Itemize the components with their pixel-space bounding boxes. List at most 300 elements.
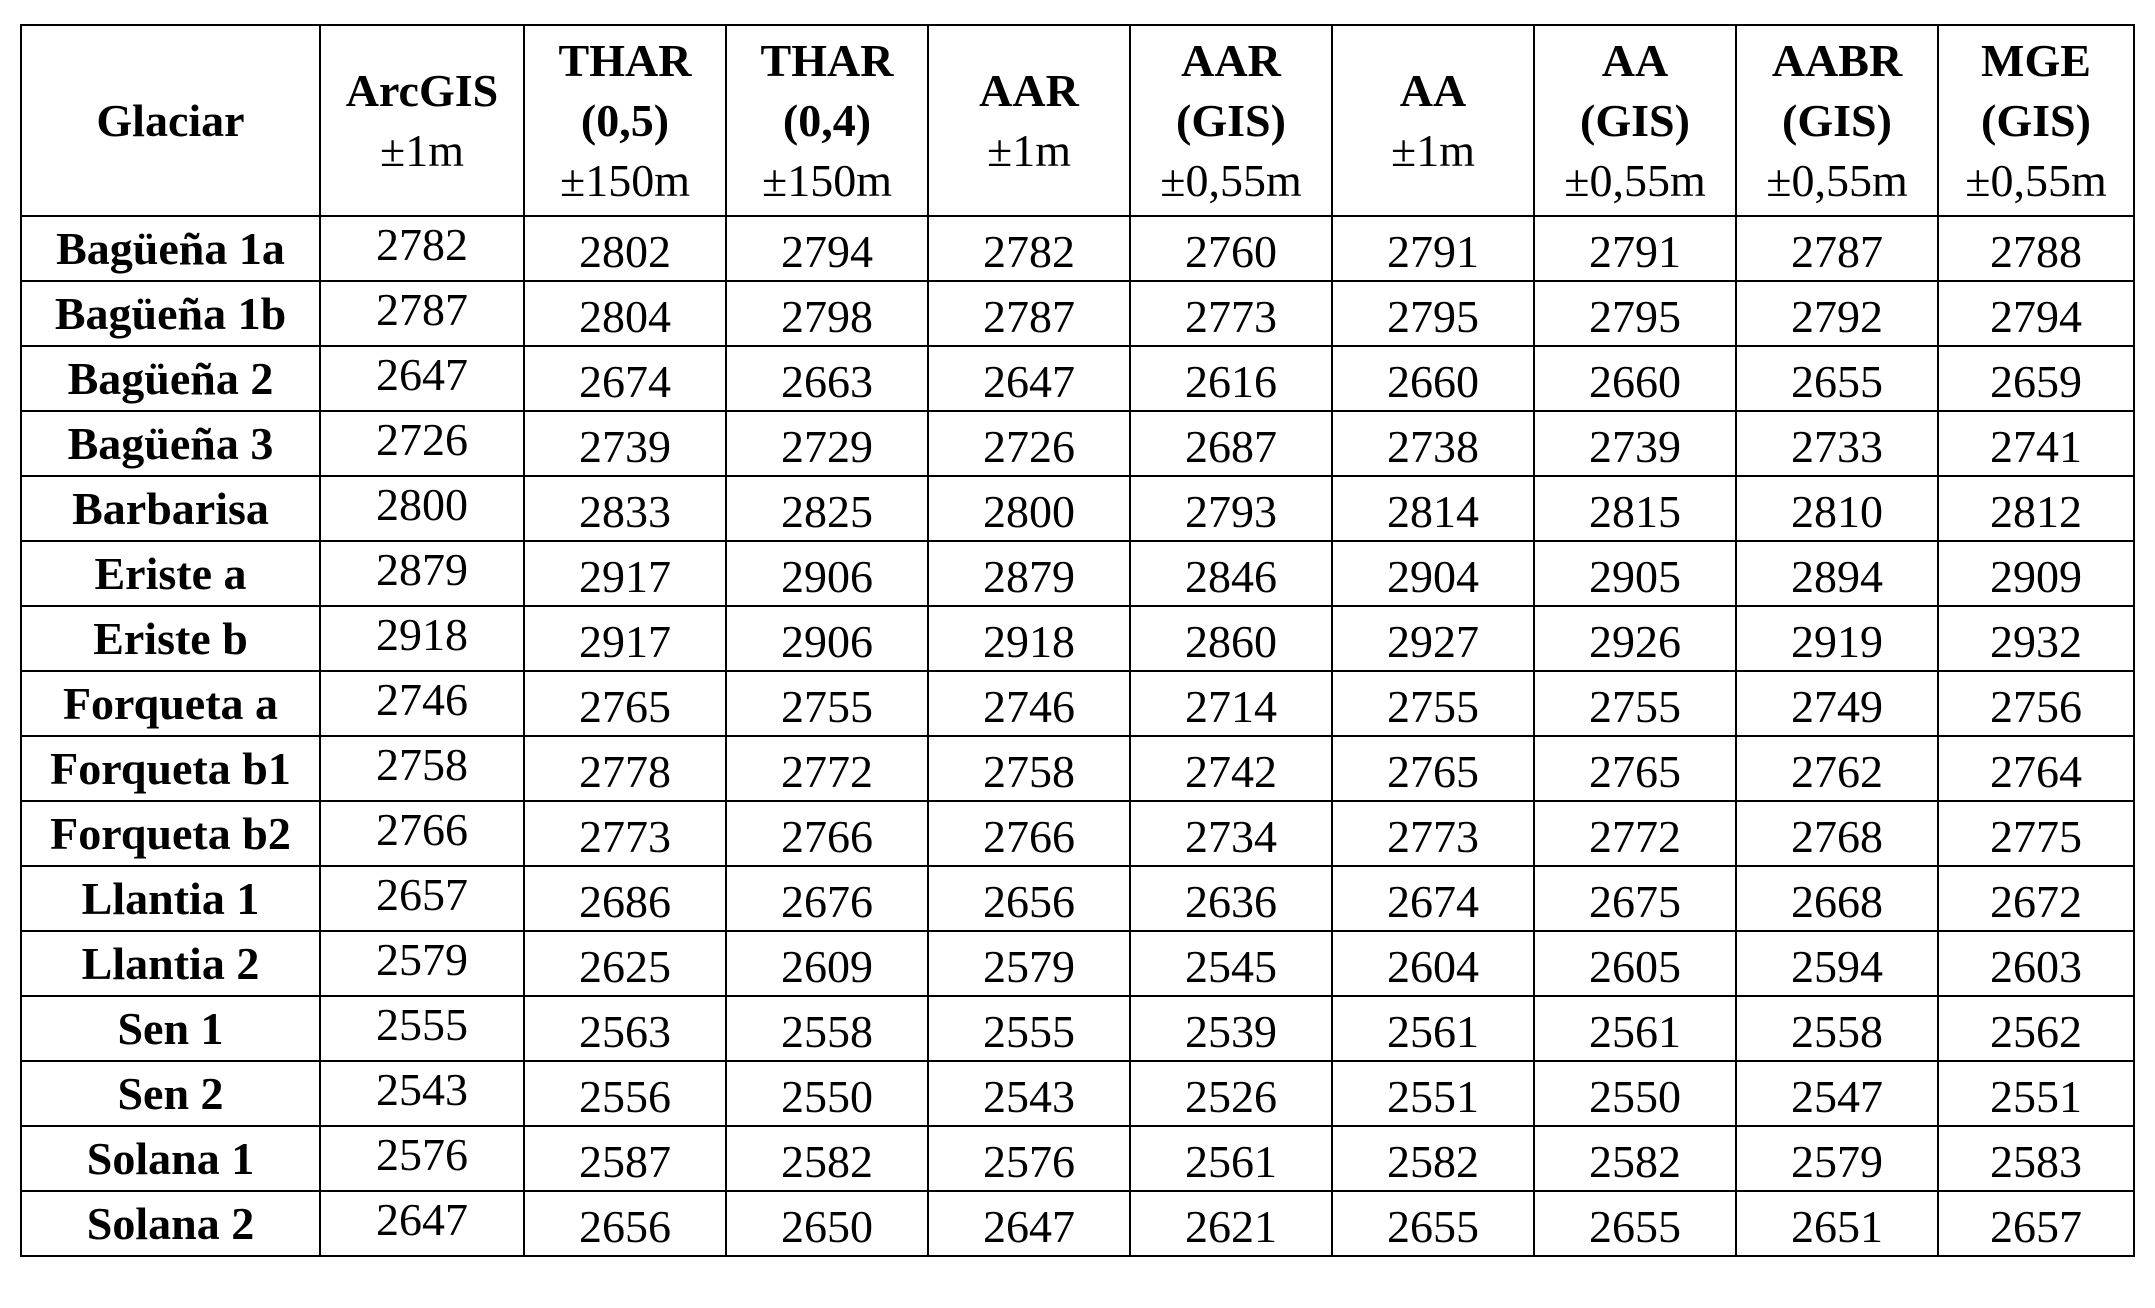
cell-value: 2647: [376, 1193, 468, 1245]
value-cell: [1332, 216, 1534, 281]
column-header: [726, 25, 928, 216]
cell-value: 2906: [781, 615, 873, 667]
value-cell: [1130, 1061, 1332, 1126]
glacier-name-cell: Bagüeña 3: [21, 411, 320, 476]
value-cell: [726, 931, 928, 996]
cell-value: 2919: [1791, 615, 1883, 667]
cell-value: 2738: [1387, 420, 1479, 472]
value-cell: [1130, 541, 1332, 606]
value-cell: [1736, 801, 1938, 866]
column-header: [320, 25, 524, 216]
column-header-unit: ±150m: [761, 154, 893, 206]
value-cell: [726, 671, 928, 736]
value-cell: [726, 996, 928, 1061]
value-cell: [1938, 866, 2134, 931]
value-cell: [1130, 671, 1332, 736]
table-row: [21, 541, 2134, 606]
column-header-label: Glaciar: [96, 94, 245, 146]
cell-value: 2756: [1990, 680, 2082, 732]
cell-value: 2766: [781, 810, 873, 862]
value-cell: [928, 281, 1130, 346]
value-cell: [524, 1191, 726, 1256]
cell-value: 2594: [1791, 940, 1883, 992]
cell-value: 2603: [1990, 940, 2082, 992]
cell-value: 2651: [1791, 1200, 1883, 1252]
column-header-label: (0,5): [580, 94, 670, 146]
column-header-label: AA: [1601, 34, 1669, 86]
cell-value: 2579: [1791, 1135, 1883, 1187]
cell-value: 2749: [1791, 680, 1883, 732]
glacier-name-cell: Sen 2: [21, 1061, 320, 1126]
cell-value: 2906: [781, 550, 873, 602]
column-header-unit: ±1m: [379, 124, 465, 176]
cell-value: 2726: [983, 420, 1075, 472]
cell-value: 2918: [983, 615, 1075, 667]
cell-value: 2576: [376, 1128, 468, 1180]
cell-value: 2775: [1990, 810, 2082, 862]
cell-value: 2582: [1387, 1135, 1479, 1187]
cell-value: 2558: [1791, 1005, 1883, 1057]
value-cell: [1534, 476, 1736, 541]
cell-value: 2587: [579, 1135, 671, 1187]
value-cell: [1736, 996, 1938, 1061]
value-cell: [1938, 216, 2134, 281]
table-body: [21, 216, 2134, 1256]
cell-value: 2734: [1185, 810, 1277, 862]
value-cell: [320, 736, 524, 801]
cell-value: 2815: [1589, 485, 1681, 537]
cell-value: 2787: [1791, 225, 1883, 277]
value-cell: [1938, 671, 2134, 736]
cell-value: 2905: [1589, 550, 1681, 602]
value-cell: [1938, 346, 2134, 411]
cell-value: 2788: [1990, 225, 2082, 277]
cell-value: 2746: [983, 680, 1075, 732]
value-cell: [1736, 671, 1938, 736]
cell-value: 2733: [1791, 420, 1883, 472]
column-header-unit: ±0,55m: [1564, 154, 1706, 206]
cell-value: 2616: [1185, 355, 1277, 407]
value-cell: [726, 541, 928, 606]
cell-value: 2582: [1589, 1135, 1681, 1187]
value-cell: [524, 801, 726, 866]
value-cell: [928, 1061, 1130, 1126]
value-cell: [1332, 606, 1534, 671]
cell-value: 2583: [1990, 1135, 2082, 1187]
table-row: [21, 866, 2134, 931]
glacier-name-cell: Barbarisa: [21, 476, 320, 541]
cell-value: 2760: [1185, 225, 1277, 277]
cell-value: 2526: [1185, 1070, 1277, 1122]
value-cell: [726, 736, 928, 801]
cell-value: 2758: [376, 738, 468, 790]
value-cell: [320, 411, 524, 476]
value-cell: [726, 216, 928, 281]
cell-value: 2672: [1990, 875, 2082, 927]
value-cell: [524, 996, 726, 1061]
value-cell: [524, 866, 726, 931]
value-cell: [726, 801, 928, 866]
column-header-label: AA: [1399, 64, 1467, 116]
table-row: [21, 216, 2134, 281]
cell-value: 2558: [781, 1005, 873, 1057]
glacier-name-cell: Llantia 2: [21, 931, 320, 996]
value-cell: [1130, 281, 1332, 346]
column-header-label: ArcGIS: [345, 64, 499, 116]
cell-value: 2787: [376, 283, 468, 335]
column-header-label: AAR: [979, 64, 1079, 116]
cell-value: 2650: [781, 1200, 873, 1252]
value-cell: [524, 346, 726, 411]
cell-value: 2609: [781, 940, 873, 992]
cell-value: 2556: [579, 1070, 671, 1122]
value-cell: [928, 866, 1130, 931]
cell-value: 2579: [376, 933, 468, 985]
cell-value: 2739: [1589, 420, 1681, 472]
cell-value: 2773: [1185, 290, 1277, 342]
cell-value: 2657: [1990, 1200, 2082, 1252]
cell-value: 2800: [376, 478, 468, 530]
value-cell: [1130, 931, 1332, 996]
value-cell: [1534, 1061, 1736, 1126]
cell-value: 2655: [1791, 355, 1883, 407]
value-cell: [1736, 476, 1938, 541]
cell-value: 2561: [1185, 1135, 1277, 1187]
value-cell: [320, 1126, 524, 1191]
cell-value: 2782: [376, 218, 468, 270]
cell-value: 2778: [579, 745, 671, 797]
cell-value: 2879: [376, 543, 468, 595]
value-cell: [1938, 996, 2134, 1061]
value-cell: [320, 281, 524, 346]
value-cell: [524, 606, 726, 671]
value-cell: [1534, 736, 1736, 801]
column-header-unit: ±0,55m: [1160, 154, 1302, 206]
cell-value: 2909: [1990, 550, 2082, 602]
cell-value: 2765: [579, 680, 671, 732]
cell-value: 2927: [1387, 615, 1479, 667]
cell-value: 2758: [983, 745, 1075, 797]
cell-value: 2604: [1387, 940, 1479, 992]
value-cell: [1332, 996, 1534, 1061]
value-cell: [1332, 671, 1534, 736]
cell-value: 2562: [1990, 1005, 2082, 1057]
cell-value: 2545: [1185, 940, 1277, 992]
cell-value: 2762: [1791, 745, 1883, 797]
column-header-label: (GIS): [1981, 94, 2091, 146]
glacier-ela-table: [20, 24, 2135, 1257]
value-cell: [1332, 411, 1534, 476]
cell-value: 2764: [1990, 745, 2082, 797]
column-header-unit: ±1m: [986, 124, 1072, 176]
column-header-label: THAR: [760, 34, 894, 86]
value-cell: [726, 606, 928, 671]
value-cell: [320, 606, 524, 671]
cell-value: 2741: [1990, 420, 2082, 472]
cell-value: 2655: [1589, 1200, 1681, 1252]
cell-value: 2787: [983, 290, 1075, 342]
value-cell: [1332, 1061, 1534, 1126]
value-cell: [1332, 476, 1534, 541]
column-header: [1534, 25, 1736, 216]
value-cell: [726, 411, 928, 476]
value-cell: [726, 476, 928, 541]
cell-value: 2543: [983, 1070, 1075, 1122]
value-cell: [1938, 1126, 2134, 1191]
table-row: [21, 1061, 2134, 1126]
glacier-name-cell: Eriste a: [21, 541, 320, 606]
cell-value: 2660: [1589, 355, 1681, 407]
cell-value: 2647: [376, 348, 468, 400]
value-cell: [1332, 931, 1534, 996]
cell-value: 2687: [1185, 420, 1277, 472]
value-cell: [1736, 1126, 1938, 1191]
cell-value: 2579: [983, 940, 1075, 992]
value-cell: [928, 346, 1130, 411]
value-cell: [1736, 411, 1938, 476]
column-header-unit: ±0,55m: [1766, 154, 1908, 206]
cell-value: 2539: [1185, 1005, 1277, 1057]
value-cell: [524, 411, 726, 476]
value-cell: [1736, 866, 1938, 931]
table-row: [21, 1191, 2134, 1256]
value-cell: [1736, 606, 1938, 671]
table-row: [21, 996, 2134, 1061]
cell-value: 2726: [376, 413, 468, 465]
cell-value: 2846: [1185, 550, 1277, 602]
value-cell: [1130, 1126, 1332, 1191]
column-header-label: (GIS): [1782, 94, 1892, 146]
cell-value: 2932: [1990, 615, 2082, 667]
value-cell: [1736, 541, 1938, 606]
cell-value: 2729: [781, 420, 873, 472]
value-cell: [1534, 866, 1736, 931]
value-cell: [320, 996, 524, 1061]
value-cell: [1130, 476, 1332, 541]
value-cell: [1938, 476, 2134, 541]
cell-value: 2765: [1589, 745, 1681, 797]
cell-value: 2798: [781, 290, 873, 342]
cell-value: 2636: [1185, 875, 1277, 927]
cell-value: 2894: [1791, 550, 1883, 602]
value-cell: [1534, 1126, 1736, 1191]
glacier-name-cell: Sen 1: [21, 996, 320, 1061]
cell-value: 2576: [983, 1135, 1075, 1187]
value-cell: [928, 736, 1130, 801]
cell-value: 2814: [1387, 485, 1479, 537]
header-row: [21, 25, 2134, 216]
value-cell: [1534, 996, 1736, 1061]
value-cell: [524, 671, 726, 736]
column-header-label: AABR: [1771, 34, 1903, 86]
value-cell: [1534, 541, 1736, 606]
column-header: [1938, 25, 2134, 216]
value-cell: [1332, 346, 1534, 411]
cell-value: 2547: [1791, 1070, 1883, 1122]
cell-value: 2810: [1791, 485, 1883, 537]
cell-value: 2543: [376, 1063, 468, 1115]
cell-value: 2676: [781, 875, 873, 927]
table-row: [21, 1126, 2134, 1191]
cell-value: 2773: [1387, 810, 1479, 862]
value-cell: [928, 411, 1130, 476]
column-header: [1130, 25, 1332, 216]
cell-value: 2768: [1791, 810, 1883, 862]
cell-value: 2625: [579, 940, 671, 992]
value-cell: [1534, 671, 1736, 736]
table-row: [21, 606, 2134, 671]
cell-value: 2550: [781, 1070, 873, 1122]
value-cell: [1332, 281, 1534, 346]
cell-value: 2755: [1589, 680, 1681, 732]
table-row: [21, 281, 2134, 346]
value-cell: [1130, 411, 1332, 476]
value-cell: [524, 541, 726, 606]
column-header-unit: ±1m: [1390, 124, 1476, 176]
cell-value: 2792: [1791, 290, 1883, 342]
value-cell: [726, 1126, 928, 1191]
value-cell: [928, 671, 1130, 736]
value-cell: [320, 541, 524, 606]
cell-value: 2621: [1185, 1200, 1277, 1252]
table-row: [21, 671, 2134, 736]
column-header-label: (GIS): [1580, 94, 1690, 146]
value-cell: [1736, 736, 1938, 801]
value-cell: [1736, 346, 1938, 411]
glacier-name-cell: Bagüeña 2: [21, 346, 320, 411]
column-header: [524, 25, 726, 216]
cell-value: 2555: [376, 998, 468, 1050]
value-cell: [1332, 736, 1534, 801]
value-cell: [1938, 411, 2134, 476]
cell-value: 2782: [983, 225, 1075, 277]
value-cell: [1736, 281, 1938, 346]
cell-value: 2766: [376, 803, 468, 855]
column-header-unit: ±0,55m: [1965, 154, 2107, 206]
cell-value: 2917: [579, 550, 671, 602]
value-cell: [1736, 216, 1938, 281]
value-cell: [726, 346, 928, 411]
cell-value: 2655: [1387, 1200, 1479, 1252]
cell-value: 2550: [1589, 1070, 1681, 1122]
value-cell: [1534, 346, 1736, 411]
cell-value: 2668: [1791, 875, 1883, 927]
cell-value: 2755: [781, 680, 873, 732]
cell-value: 2812: [1990, 485, 2082, 537]
value-cell: [1130, 216, 1332, 281]
value-cell: [726, 1191, 928, 1256]
cell-value: 2663: [781, 355, 873, 407]
value-cell: [1534, 801, 1736, 866]
cell-value: 2561: [1387, 1005, 1479, 1057]
value-cell: [1736, 1191, 1938, 1256]
cell-value: 2766: [983, 810, 1075, 862]
column-header: [1332, 25, 1534, 216]
column-header: [928, 25, 1130, 216]
value-cell: [1534, 606, 1736, 671]
value-cell: [320, 1061, 524, 1126]
value-cell: [1938, 931, 2134, 996]
cell-value: 2742: [1185, 745, 1277, 797]
column-header-label: MGE: [1981, 34, 2091, 86]
value-cell: [1332, 1126, 1534, 1191]
glacier-name-cell: Solana 1: [21, 1126, 320, 1191]
value-cell: [1938, 1061, 2134, 1126]
cell-value: 2582: [781, 1135, 873, 1187]
cell-value: 2773: [579, 810, 671, 862]
value-cell: [1938, 606, 2134, 671]
column-header-label: THAR: [558, 34, 692, 86]
cell-value: 2656: [579, 1200, 671, 1252]
value-cell: [1130, 801, 1332, 866]
value-cell: [928, 476, 1130, 541]
value-cell: [320, 866, 524, 931]
cell-value: 2794: [781, 225, 873, 277]
value-cell: [928, 931, 1130, 996]
value-cell: [1534, 216, 1736, 281]
value-cell: [1130, 1191, 1332, 1256]
value-cell: [1938, 1191, 2134, 1256]
cell-value: 2647: [983, 1200, 1075, 1252]
value-cell: [1332, 801, 1534, 866]
glacier-name-cell: Forqueta b1: [21, 736, 320, 801]
value-cell: [524, 216, 726, 281]
value-cell: [1130, 736, 1332, 801]
cell-value: 2551: [1387, 1070, 1479, 1122]
column-header-label: AAR: [1181, 34, 1281, 86]
value-cell: [320, 671, 524, 736]
value-cell: [726, 1061, 928, 1126]
cell-value: 2825: [781, 485, 873, 537]
value-cell: [524, 281, 726, 346]
value-cell: [1938, 801, 2134, 866]
value-cell: [1130, 996, 1332, 1061]
glacier-name-cell: Solana 2: [21, 1191, 320, 1256]
value-cell: [1534, 411, 1736, 476]
column-header-unit: ±150m: [559, 154, 691, 206]
value-cell: [524, 1126, 726, 1191]
table-row: [21, 736, 2134, 801]
value-cell: [928, 1126, 1130, 1191]
cell-value: 2555: [983, 1005, 1075, 1057]
column-header-label: (GIS): [1176, 94, 1286, 146]
cell-value: 2660: [1387, 355, 1479, 407]
cell-value: 2675: [1589, 875, 1681, 927]
glacier-name-cell: Bagüeña 1b: [21, 281, 320, 346]
value-cell: [1130, 866, 1332, 931]
value-cell: [320, 931, 524, 996]
value-cell: [928, 1191, 1130, 1256]
cell-value: 2791: [1387, 225, 1479, 277]
value-cell: [928, 606, 1130, 671]
value-cell: [524, 476, 726, 541]
value-cell: [1534, 281, 1736, 346]
value-cell: [1938, 541, 2134, 606]
cell-value: 2802: [579, 225, 671, 277]
glacier-name-cell: Llantia 1: [21, 866, 320, 931]
value-cell: [524, 1061, 726, 1126]
cell-value: 2772: [781, 745, 873, 797]
value-cell: [1534, 931, 1736, 996]
cell-value: 2904: [1387, 550, 1479, 602]
value-cell: [320, 1191, 524, 1256]
value-cell: [1130, 346, 1332, 411]
cell-value: 2879: [983, 550, 1075, 602]
cell-value: 2561: [1589, 1005, 1681, 1057]
glacier-name-cell: Forqueta a: [21, 671, 320, 736]
value-cell: [726, 281, 928, 346]
cell-value: 2551: [1990, 1070, 2082, 1122]
